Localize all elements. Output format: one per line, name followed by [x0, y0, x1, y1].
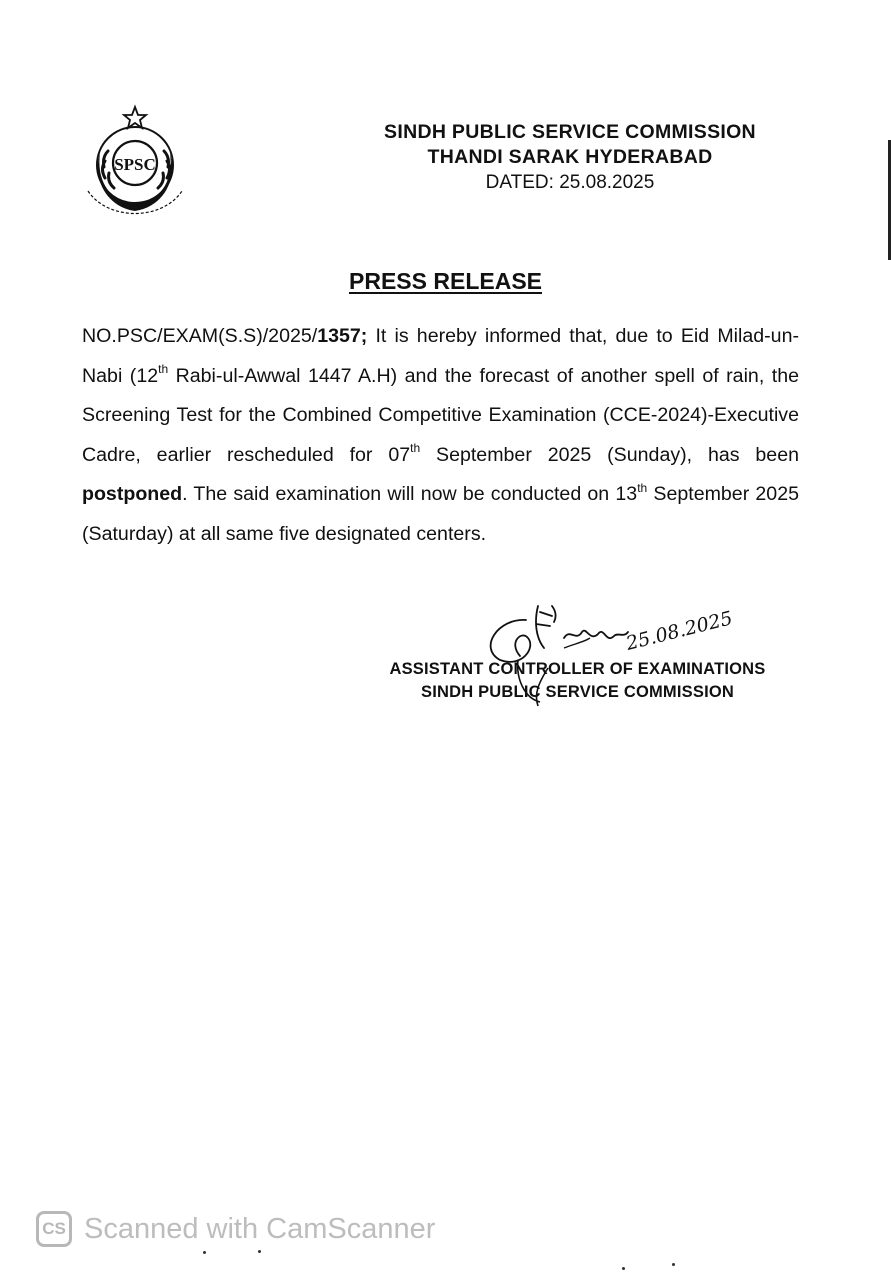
signatory-block: [360, 658, 795, 704]
body-text-part: . The said examination will now be conducted on 13: [182, 483, 638, 506]
signatory-organization: SINDH PUBLIC SERVICE COMMISSION: [420, 683, 734, 701]
reference-prefix: NO.PSC/EXAM(S.S)/2025/: [82, 325, 318, 347]
scan-speck: [258, 1250, 261, 1253]
scan-speck: [203, 1251, 206, 1254]
postponed-emphasis: postponed: [82, 483, 183, 506]
body-text-part: September 2025 (Sunday), has been: [420, 443, 800, 466]
ordinal-suffix: th: [158, 362, 169, 377]
seal-initials: SPSC: [114, 155, 156, 174]
scan-speck: [672, 1263, 675, 1266]
issue-date: DATED: 25.08.2025: [485, 172, 655, 193]
document-title: PRESS RELEASE: [349, 268, 542, 294]
letterhead: [330, 120, 810, 195]
scanner-watermark: [36, 1208, 435, 1250]
watermark-text: Scanned with CamScanner: [84, 1212, 436, 1245]
reference-number: 1357;: [317, 325, 368, 347]
ordinal-suffix: th: [637, 480, 648, 495]
body-text-part: It is hereby informed that, due to Eid Milad-un-Nabi (12: [82, 325, 799, 387]
signature-date: 25.08.2025: [623, 607, 735, 655]
body-text-part: Rabi-ul-Awwal 1447 A.H) and the forecast of another spell of rain, the Screening Test for the Combined Competitive Examination (CCE-2024)-Executive Cadre, earlier rescheduled for 07: [82, 364, 799, 466]
organization-address: THANDI SARAK HYDERABAD: [427, 146, 713, 168]
ordinal-suffix: th: [410, 441, 421, 456]
spsc-seal-icon: [78, 103, 193, 223]
body-text-part: September 2025 (Saturday) at all same five designated centers.: [82, 483, 799, 545]
organization-name: SINDH PUBLIC SERVICE COMMISSION: [384, 121, 756, 143]
press-release-body: [82, 317, 799, 555]
camscanner-icon: CS: [36, 1211, 72, 1247]
signatory-title: ASSISTANT CONTROLLER OF EXAMINATIONS: [389, 660, 766, 678]
scan-speck: [622, 1267, 625, 1270]
